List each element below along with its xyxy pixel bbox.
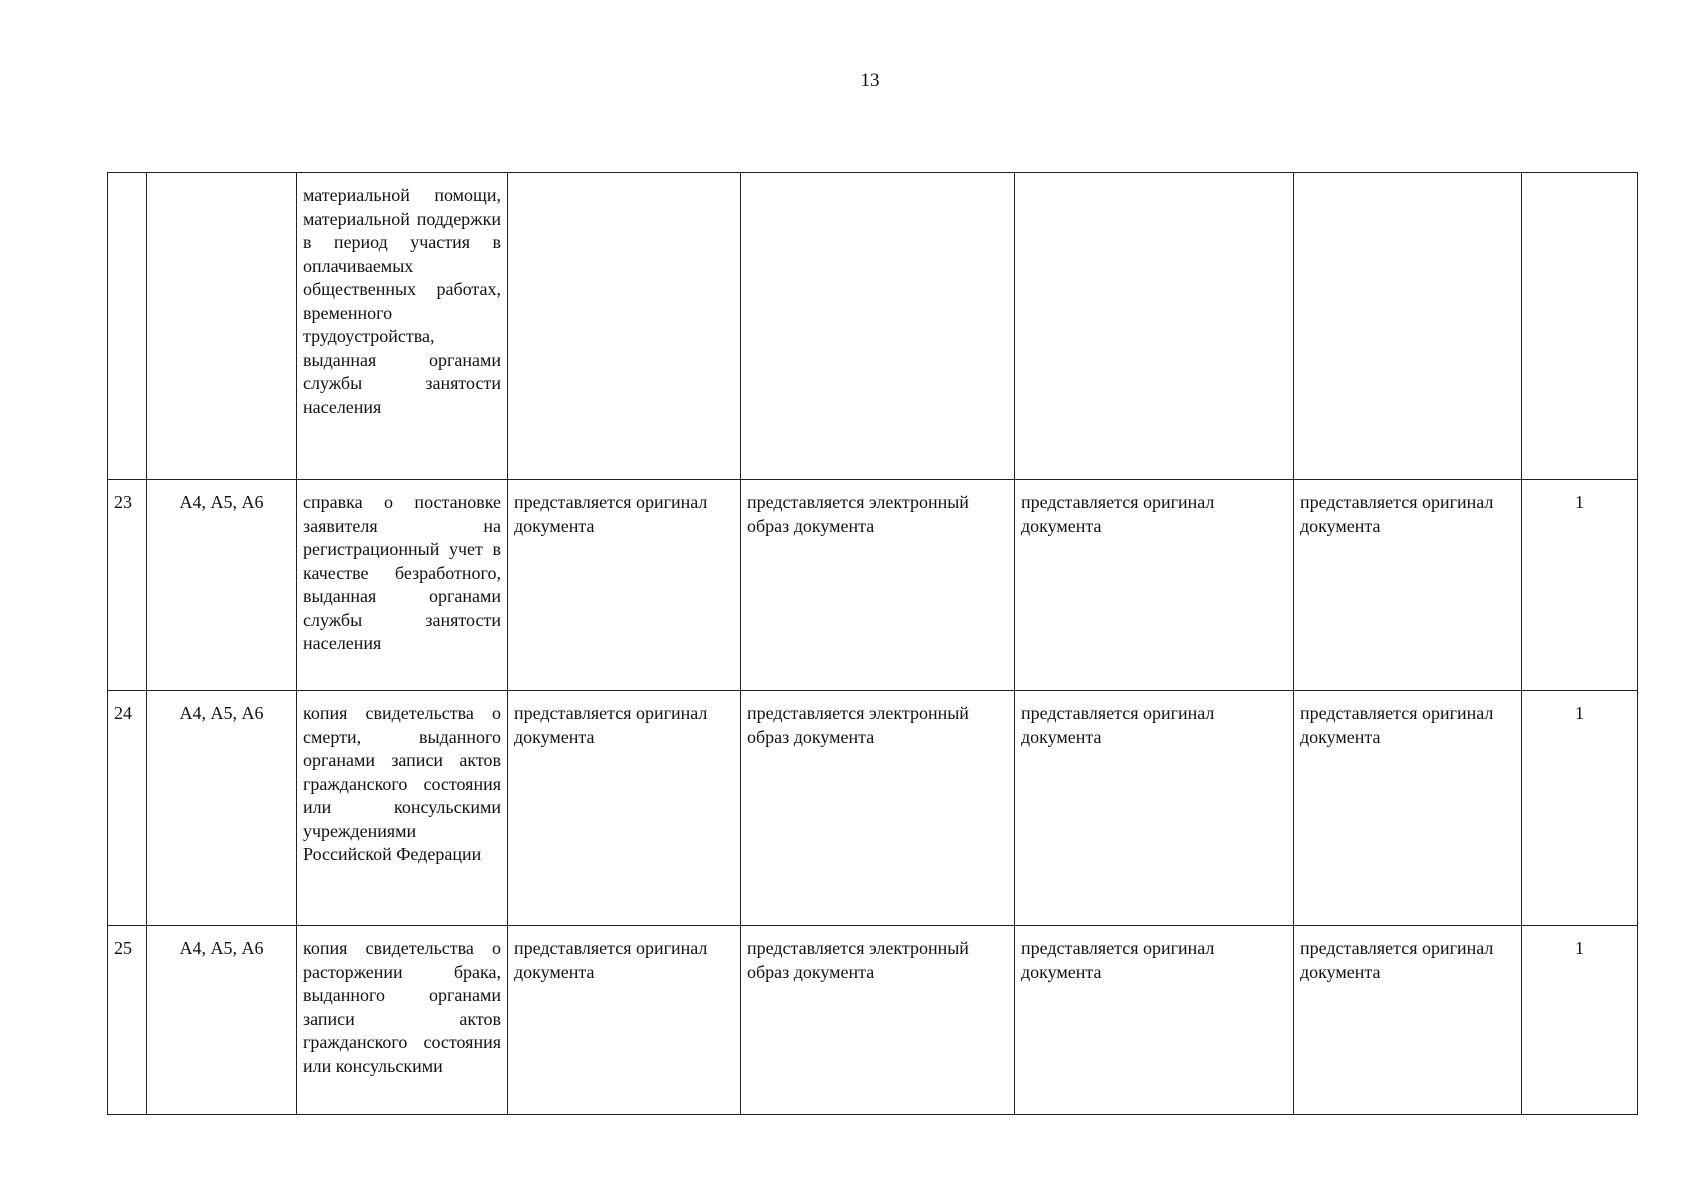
document-name-cell: справка о постановке заявителя на регистрационный учет в качестве безработного, выданная органами службы занятости населения (297, 480, 508, 691)
quantity-cell: 1 (1522, 480, 1638, 691)
codes-cell: А4, А5, А6 (147, 926, 297, 1115)
row-number-cell: 23 (108, 480, 147, 691)
table-row (108, 691, 1638, 926)
column-4-cell: представляется оригинал документа (508, 480, 741, 691)
column-5-cell: представляется электронный образ документа (741, 480, 1015, 691)
quantity-cell (1522, 173, 1638, 480)
codes-cell: А4, А5, А6 (147, 691, 297, 926)
row-number-cell (108, 173, 147, 480)
column-4-cell (508, 173, 741, 480)
row-number-cell: 24 (108, 691, 147, 926)
column-5-cell: представляется электронный образ документа (741, 691, 1015, 926)
document-name-cell: материальной помощи, материальной поддержки в период участия в оплачиваемых общественных работах, временного трудоустройства, выданная органами службы занятости населения (297, 173, 508, 480)
column-5-cell (741, 173, 1015, 480)
column-6-cell: представляется оригинал документа (1015, 691, 1294, 926)
codes-cell: А4, А5, А6 (147, 480, 297, 691)
document-name-cell: копия свидетельства о расторжении брака, выданного органами записи актов гражданского состояния или консульскими (297, 926, 508, 1115)
row-number-cell: 25 (108, 926, 147, 1115)
document-name-cell: копия свидетельства о смерти, выданного органами записи актов гражданского состояния или консульскими учреждениями Российской Федерации (297, 691, 508, 926)
column-5-cell: представляется электронный образ документа (741, 926, 1015, 1115)
page-number: 13 (860, 70, 880, 91)
column-6-cell: представляется оригинал документа (1015, 926, 1294, 1115)
codes-cell (147, 173, 297, 480)
quantity-cell: 1 (1522, 691, 1638, 926)
table-row (108, 926, 1638, 1115)
column-6-cell (1015, 173, 1294, 480)
column-7-cell: представляется оригинал документа (1294, 926, 1522, 1115)
column-4-cell: представляется оригинал документа (508, 691, 741, 926)
quantity-cell: 1 (1522, 926, 1638, 1115)
column-7-cell: представляется оригинал документа (1294, 691, 1522, 926)
documents-table (107, 172, 1638, 1115)
column-4-cell: представляется оригинал документа (508, 926, 741, 1115)
column-7-cell (1294, 173, 1522, 480)
table-row (108, 480, 1638, 691)
table-row (108, 173, 1638, 480)
column-7-cell: представляется оригинал документа (1294, 480, 1522, 691)
column-6-cell: представляется оригинал документа (1015, 480, 1294, 691)
